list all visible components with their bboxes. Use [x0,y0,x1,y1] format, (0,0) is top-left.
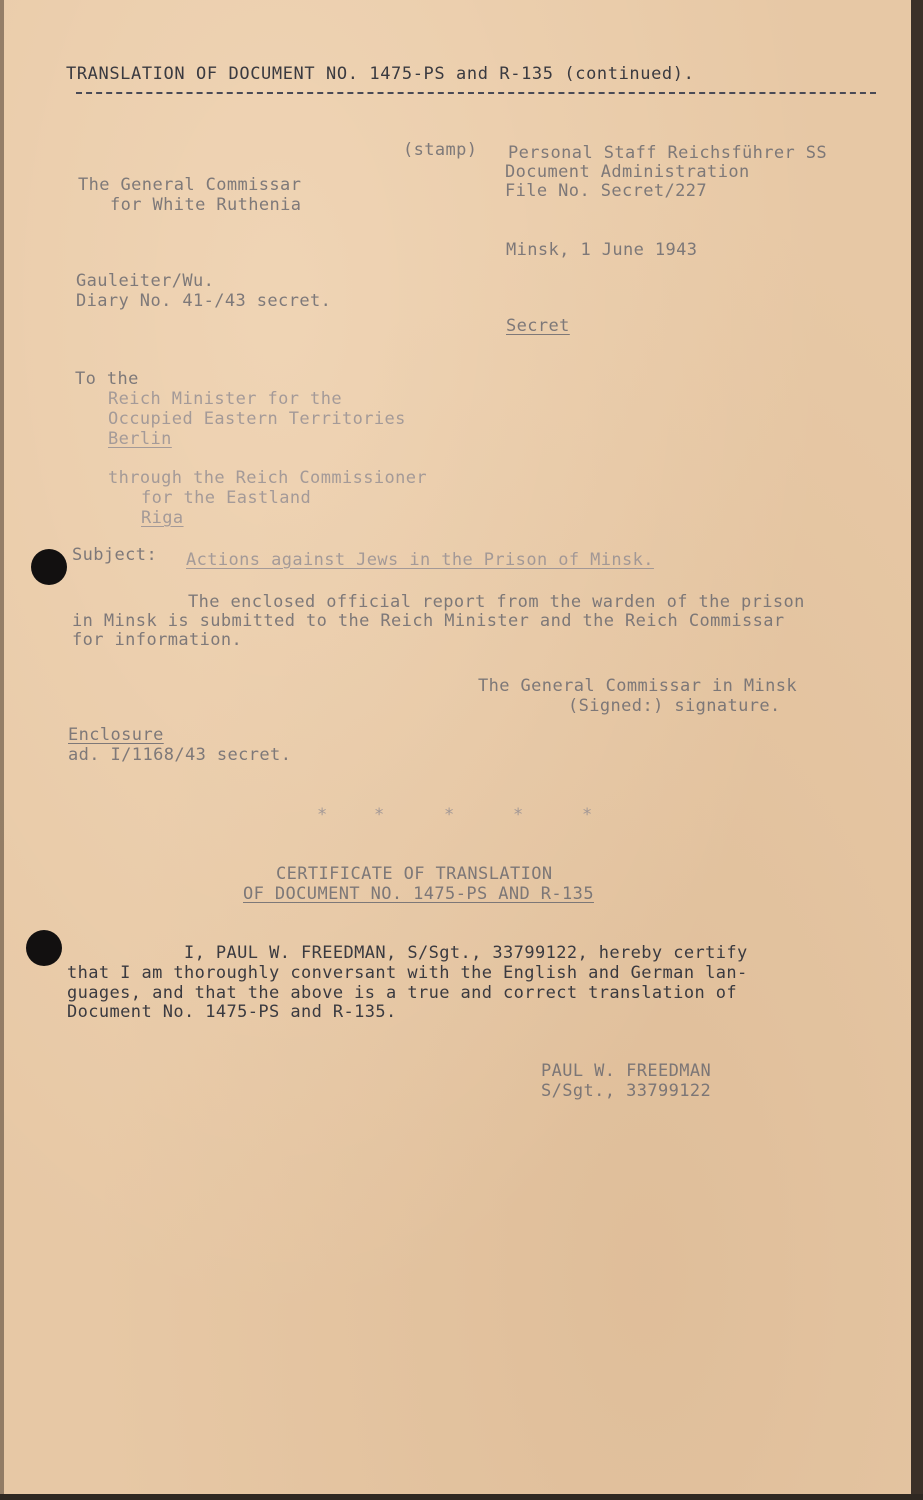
place-date: Minsk, 1 June 1943 [506,240,698,260]
staff-line-2: Document Administration [505,162,750,182]
through-line-1: through the Reich Commissioner [108,468,428,488]
to-label: To the [75,369,139,389]
certificate-body-line-1: I, PAUL W. FREEDMAN, S/Sgt., 33799122, hereby certify [184,943,748,963]
separator-star: * [374,805,385,825]
staff-line-1: Personal Staff Reichsführer SS [508,143,828,163]
separator-star: * [444,805,455,825]
page-edge-left [0,0,4,1500]
translator-rank: S/Sgt., 33799122 [541,1081,712,1101]
sender-line-2: for White Ruthenia [110,195,302,215]
body-line-1: The enclosed official report from the warden of the prison [188,592,805,612]
subject-text: Actions against Jews in the Prison of Minsk. [186,550,654,570]
page-edge-bottom [0,1494,923,1500]
punch-hole-bottom [26,930,62,966]
document-title: TRANSLATION OF DOCUMENT NO. 1475-PS and R-135 (continued). [66,64,695,84]
diary-line-2: Diary No. 41-/43 secret. [76,291,332,311]
sender-line-1: The General Commissar [78,175,302,195]
body-line-3: for information. [72,630,243,650]
certificate-body-line-4: Document No. 1475-PS and R-135. [67,1002,397,1022]
staff-line-3: File No. Secret/227 [505,181,708,201]
certificate-title: CERTIFICATE OF TRANSLATION [276,864,553,884]
punch-hole-top [31,549,67,585]
body-line-2: in Minsk is submitted to the Reich Minister and the Reich Commissar [72,611,785,631]
recipient-line-3: Berlin [108,429,172,449]
separator-star: * [582,805,593,825]
recipient-line-1: Reich Minister for the [108,389,342,409]
page-edge-right [911,0,923,1500]
classification-secret: Secret [506,316,570,336]
signature-line-2: (Signed:) signature. [568,696,781,716]
certificate-subtitle: OF DOCUMENT NO. 1475-PS AND R-135 [243,884,594,904]
certificate-body-line-2: that I am thoroughly conversant with the English and German lan- [67,963,748,983]
through-line-2: for the Eastland [141,488,312,508]
separator-star: * [317,805,328,825]
recipient-line-2: Occupied Eastern Territories [108,409,406,429]
enclosure-label: Enclosure [68,725,164,745]
translator-name: PAUL W. FREEDMAN [541,1061,712,1081]
diary-line-1: Gauleiter/Wu. [76,271,215,291]
signature-line-1: The General Commissar in Minsk [478,676,798,696]
through-line-3: Riga [141,508,184,528]
separator-star: * [513,805,524,825]
subject-label: Subject: [72,545,158,565]
title-dashed-rule [76,92,876,96]
enclosure-ref: ad. I/1168/43 secret. [68,745,292,765]
certificate-body-line-3: guages, and that the above is a true and correct translation of [67,983,737,1003]
stamp-label: (stamp) [403,140,478,160]
